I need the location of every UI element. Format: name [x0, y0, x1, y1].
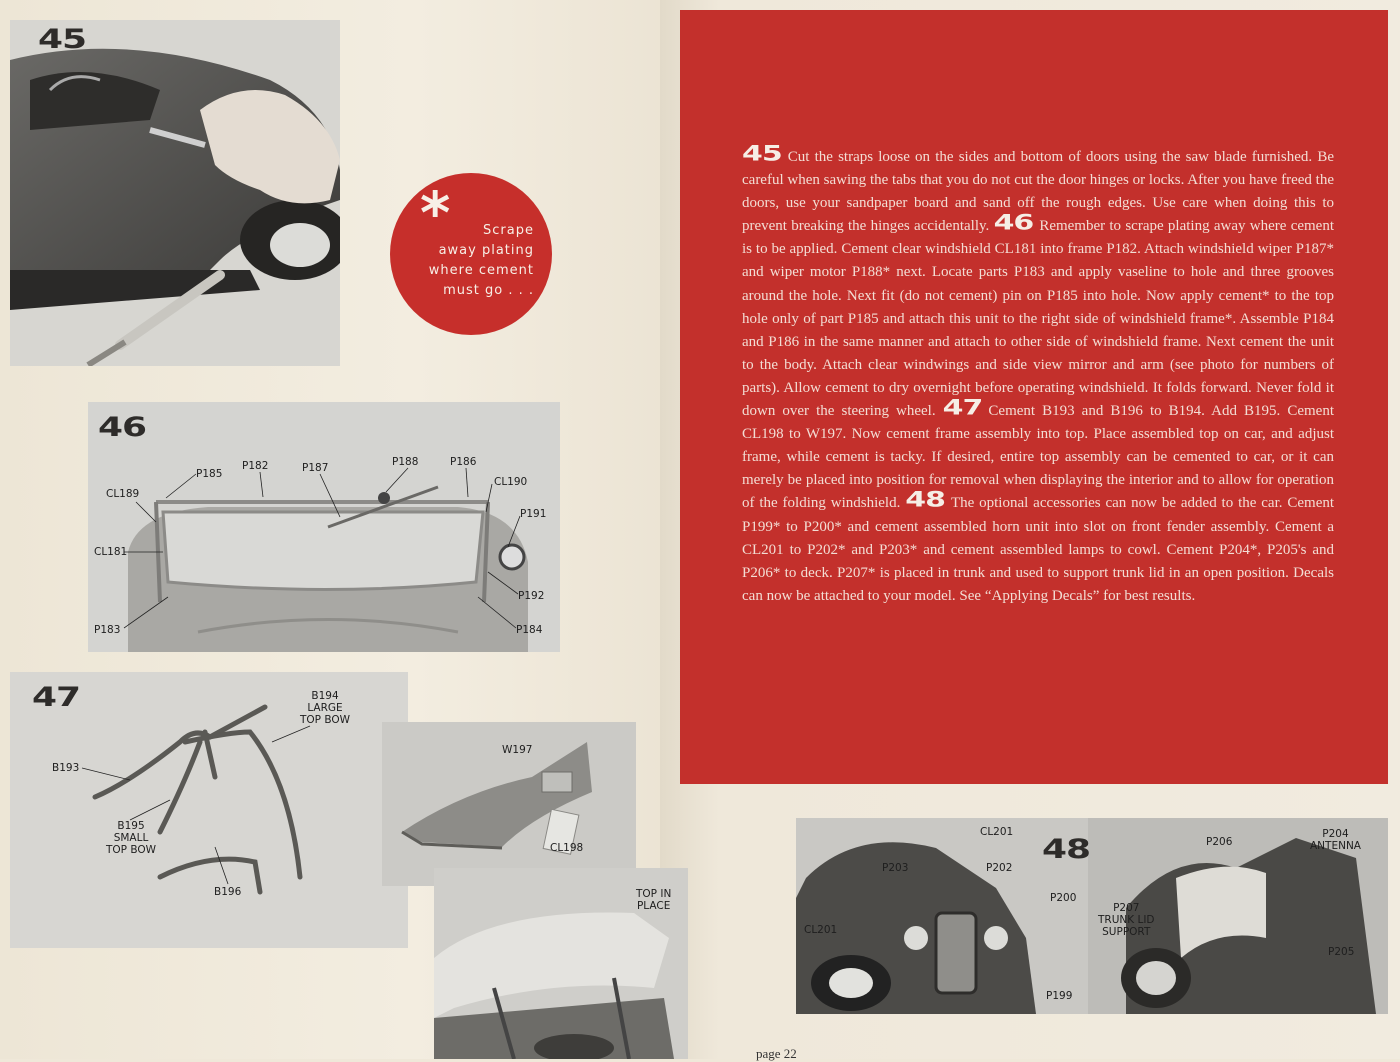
- photo-w197-cl198: [382, 722, 636, 886]
- photo-step-48: [796, 818, 1388, 1014]
- label-p200: P200: [1050, 892, 1077, 904]
- label-p185: P185: [196, 468, 223, 480]
- label-cl181: CL181: [94, 546, 128, 558]
- label-cl198: CL198: [550, 842, 584, 854]
- label-top-line: PLACE: [636, 900, 671, 913]
- badge-line: away plating: [438, 243, 534, 258]
- photo-45-illustration: [10, 20, 340, 366]
- page-number: page 22: [756, 1046, 797, 1061]
- badge-line: Scrape: [483, 223, 534, 238]
- scrape-plating-badge: [390, 173, 552, 335]
- label-p204-line: P204: [1322, 828, 1349, 840]
- label-p202: P202: [986, 862, 1013, 874]
- step-45-text: Cut the straps loose on the sides and bottom of doors using the saw blade furnished. Be careful when sawing the tabs that you do not cut the door hinges or locks. After you have freed the doors, use your sandpaper board and sand off the rough edges. Use care when doing this to prevent breaking the hinges accidentally.: [742, 149, 1334, 235]
- badge-line: must go . . .: [443, 283, 534, 298]
- label-top-in-place: [636, 888, 671, 912]
- label-cl201-left: CL201: [804, 924, 838, 936]
- label-p204-line: ANTENNA: [1310, 840, 1361, 853]
- step-48-number: 48: [1042, 833, 1091, 865]
- label-b194-line: LARGE: [307, 702, 343, 715]
- step-46-number: 46: [98, 411, 147, 443]
- photo-step-45: [10, 20, 340, 366]
- label-p207: [1098, 902, 1155, 938]
- label-p182: P182: [242, 460, 269, 472]
- badge-text: [414, 221, 534, 301]
- step-48-heading: 48: [905, 487, 945, 513]
- photo-top-in-place: [434, 868, 688, 1059]
- photo-step-47: [10, 672, 408, 948]
- label-cl190: CL190: [494, 476, 528, 488]
- photo-step-46: [88, 402, 560, 652]
- label-p205: P205: [1328, 946, 1355, 958]
- step-45-heading: 45: [742, 141, 782, 167]
- photo-47-leader-lines: [10, 672, 408, 948]
- label-p207-line: P207: [1113, 902, 1140, 914]
- step-46-text: Remember to scrape plating away where cement is to be applied. Cement clear windshield CL181 into frame P182. Attach windshield wiper P187* and wiper motor P188* next. Locate parts P183 and apply vaseline to hole and three grooves around the hole. Next fit (do not cement) pin on P185 into hole. Now apply cement* to the top hole only of part P185 and attach this unit to the right side of windshield frame*. Assemble P184 and P186 in the same manner and attach to other side of windshield frame. Next cement the unit to the body. Attach clear windwings and side view mirror and arm (see photo for numbers of parts). Allow cement to dry overnight before operating windshield. It folds forward. Never fold it down over the steering wheel.: [742, 218, 1334, 420]
- label-w197: W197: [502, 744, 533, 756]
- label-p203: P203: [882, 862, 909, 874]
- label-top-line: TOP IN: [636, 888, 672, 900]
- label-p187: P187: [302, 462, 329, 474]
- asterisk-icon: *: [420, 179, 451, 247]
- step-47-number: 47: [32, 681, 81, 713]
- label-cl189: CL189: [106, 488, 140, 500]
- label-b195-line: TOP BOW: [106, 844, 157, 857]
- label-p199: P199: [1046, 990, 1073, 1002]
- instructions-text: [742, 141, 1335, 608]
- label-b194-line: TOP BOW: [300, 714, 351, 727]
- label-p192: P192: [518, 590, 545, 602]
- label-b195-line: B195: [117, 820, 145, 832]
- step-45-number: 45: [38, 23, 87, 55]
- photo-48-illustration: [796, 818, 1388, 1014]
- badge-line: where cement: [428, 263, 534, 278]
- photo-46-leader-lines: [88, 402, 560, 652]
- label-p183: P183: [94, 624, 121, 636]
- label-b195-line: SMALL: [113, 832, 149, 845]
- label-p207-line: SUPPORT: [1102, 926, 1151, 939]
- step-47-text: Cement B193 and B196 to B194. Add B195. Cement CL198 to W197. Now cement frame assembly into top. Place assembled top on car, and adjust frame, while cement is tacky. If desired, entire top assembly can be cemented to car, or it can merely be placed into position for removal when displaying the interior and to allow for operation of the folding windshield.: [742, 403, 1335, 512]
- label-p186: P186: [450, 456, 477, 468]
- label-b194-line: B194: [311, 690, 339, 702]
- label-cl201-top: CL201: [980, 826, 1014, 838]
- label-p207-line: TRUNK LID: [1098, 914, 1155, 927]
- label-p184: P184: [516, 624, 543, 636]
- label-b196: B196: [214, 886, 242, 898]
- label-b193: B193: [52, 762, 80, 774]
- step-46-heading: 46: [993, 210, 1034, 236]
- label-p204: [1310, 828, 1361, 852]
- label-p188: P188: [392, 456, 419, 468]
- step-48-text: The optional accessories can now be added to the car. Cement P199* to P200* and cement assembled horn unit into slot on front fender assembly. Cement a CL201 to P202* and P203* and cement assembled lamps to cowl. Cement P204*, P205's and P206* to deck. P207* is placed in trunk and used to support trunk lid in an open position. Decals can now be attached to your model. See “Applying Decals” for best results.: [742, 495, 1335, 604]
- step-47-heading: 47: [942, 395, 983, 421]
- label-p206: P206: [1206, 836, 1233, 848]
- label-p191: P191: [520, 508, 547, 520]
